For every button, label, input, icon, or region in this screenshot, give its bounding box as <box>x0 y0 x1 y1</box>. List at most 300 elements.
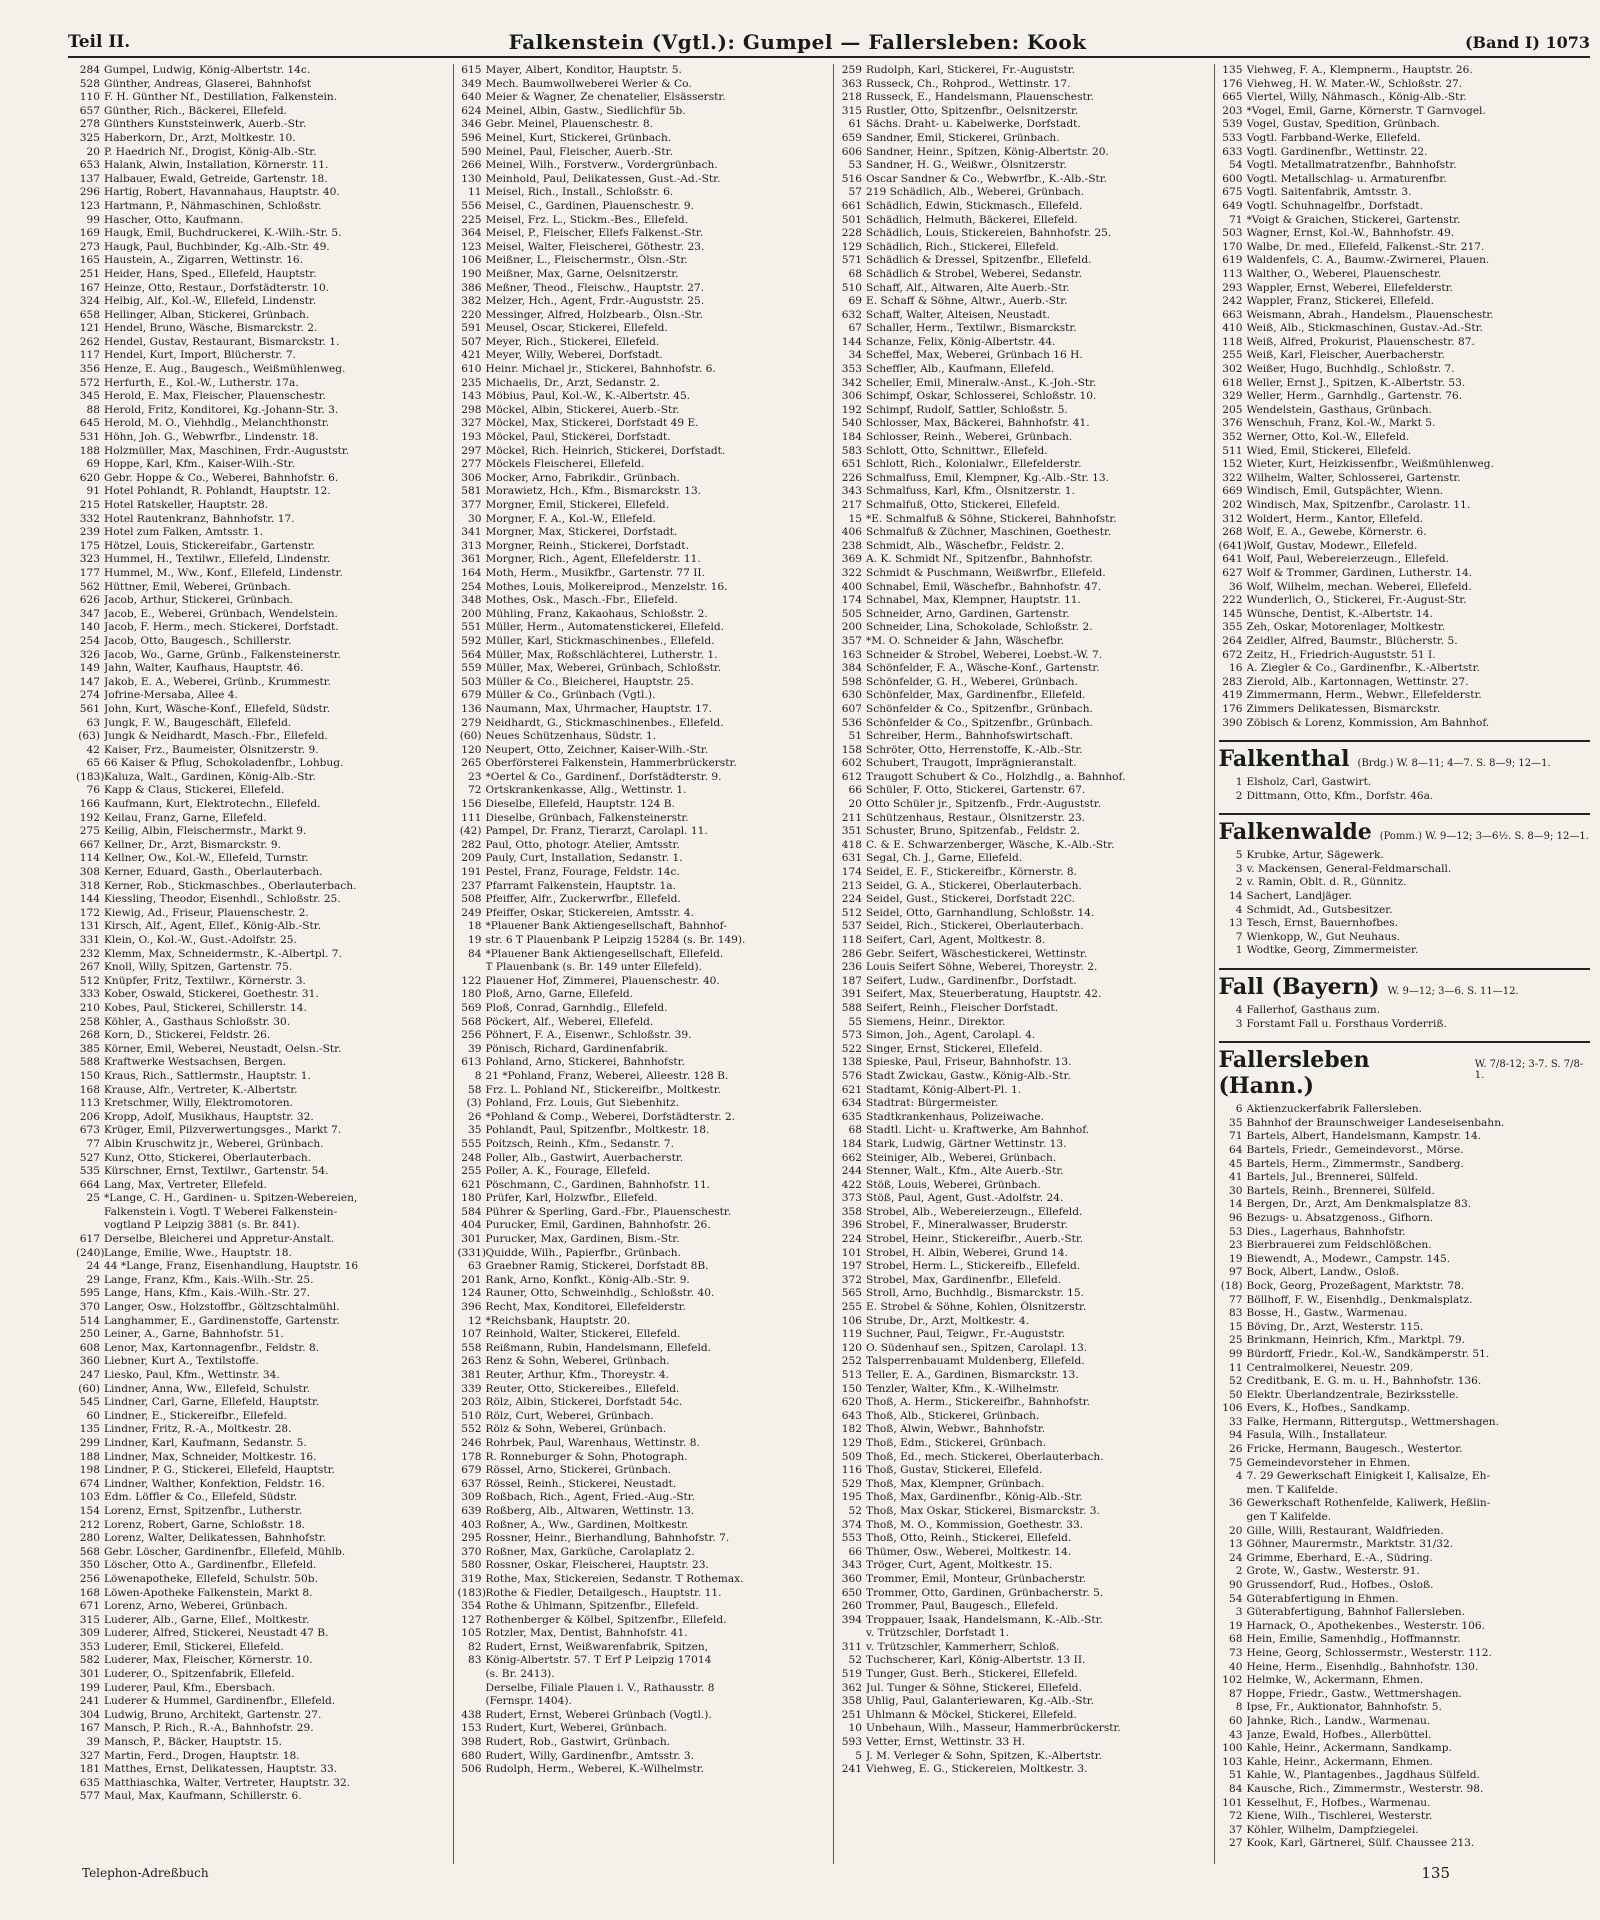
phone-number: 19 <box>1229 1619 1243 1632</box>
directory-entry <box>458 1260 830 1274</box>
directory-entry <box>838 1478 1210 1492</box>
directory-entry <box>1219 917 1591 931</box>
directory-entry <box>838 1451 1210 1465</box>
entry-text: Güterabfertigung, Bahnhof Fallersleben. <box>1246 1606 1465 1619</box>
phone-number: 107 <box>461 1328 482 1341</box>
entry-text: Klein, O., Kol.-W., Gust.-Adolfstr. 25. <box>104 934 297 946</box>
entry-text: Müller, Max, Roßschlächterei, Lutherstr. 1. <box>485 648 718 661</box>
entry-text: Seidel, E. F., Stickereifbr., Körnerstr. 8. <box>866 866 1077 879</box>
phone-number: 1 <box>1235 944 1243 957</box>
entry-text: *Pohland & Comp., Weberei, Dorfstädterstr. 2. <box>485 1110 736 1123</box>
phone-number: 624 <box>461 104 482 117</box>
entry-text: Tesch, Ernst, Bauernhofbes. <box>1246 917 1399 930</box>
phone-number: 297 <box>461 444 482 457</box>
phone-number: 150 <box>841 1382 862 1395</box>
entry-text: Steiniger, Alb., Weberei, Grünbach. <box>866 1151 1057 1164</box>
phone-number: 101 <box>841 1246 862 1259</box>
entry-text: Schlott, Otto, Schnittwr., Ellefeld. <box>866 444 1048 457</box>
entry-text: Körner, Emil, Weberei, Neustadt, Oelsn.-Str. <box>104 1042 342 1055</box>
entry-text: Roßberg, Alb., Altwaren, Wettinstr. 13. <box>485 1504 695 1517</box>
phone-number: 218 <box>841 91 862 104</box>
directory-entry <box>838 349 1210 363</box>
entry-text: Bezugs- u. Absatzgenoss., Gifhorn. <box>1246 1211 1434 1224</box>
phone-number: 301 <box>79 1668 100 1681</box>
directory-entry <box>458 1423 830 1437</box>
directory-entry <box>76 173 449 187</box>
phone-number: 184 <box>841 431 862 444</box>
entry-text: Thoß, A. Herm., Stickereifbr., Bahnhofstr. <box>866 1396 1090 1409</box>
entry-text: Jungk, F. W., Baugeschäft, Ellefeld. <box>104 716 292 729</box>
entry-text: Wenschuh, Franz, Kol.-W., Markt 5. <box>1246 417 1436 430</box>
phone-number: 75 <box>1229 1456 1243 1469</box>
entry-text: str. 6 T Plauenbank P Leipzig 15284 (s. Br. 149). <box>485 934 746 946</box>
directory-entry <box>1219 309 1591 323</box>
phone-number: 325 <box>79 131 100 144</box>
entry-text: Morgner, Reinh., Stickerei, Dorfstadt. <box>485 539 689 552</box>
directory-entry <box>458 377 830 391</box>
directory-entry <box>76 1260 449 1274</box>
directory-entry <box>76 431 449 445</box>
phone-number: 266 <box>461 159 482 172</box>
page-number: 135 <box>1421 1864 1450 1882</box>
directory-entry <box>838 1423 1210 1437</box>
phone-number: 184 <box>841 1137 862 1150</box>
entry-text: Klemm, Max, Schneidermstr., K.-Albertpl. 7. <box>104 947 342 960</box>
phone-number: 84 <box>468 947 482 960</box>
entry-text: Ludwig, Bruno, Architekt, Gartenstr. 27. <box>104 1708 322 1721</box>
entry-text: Göhner, Maurermstr., Marktstr. 31/32. <box>1246 1538 1454 1551</box>
directory-entry <box>458 1695 830 1709</box>
directory-column-2 <box>453 64 834 1864</box>
phone-number: 5 <box>1235 849 1243 862</box>
directory-entry <box>458 214 830 228</box>
phone-number: 137 <box>79 172 100 185</box>
directory-entry <box>76 880 449 894</box>
directory-entry <box>838 377 1210 391</box>
directory-entry <box>1219 776 1591 790</box>
directory-entry <box>76 1043 449 1057</box>
phone-number: 191 <box>461 866 482 879</box>
phone-number: 106 <box>1222 1402 1243 1415</box>
directory-entry <box>76 1301 449 1315</box>
phone-number: 352 <box>1222 431 1243 444</box>
phone-number: 72 <box>1229 1810 1243 1823</box>
directory-entry <box>458 200 830 214</box>
directory-entry <box>458 404 830 418</box>
phone-number: 101 <box>1222 1796 1243 1809</box>
phone-number: 580 <box>461 1559 482 1572</box>
phone-number: 364 <box>461 227 482 240</box>
phone-number: 381 <box>461 1369 482 1381</box>
entry-text: Segal, Ch. J., Garne, Ellefeld. <box>866 852 1023 865</box>
directory-entry <box>76 784 449 798</box>
entry-text: Thoß, Max, Klempner, Grünbach. <box>866 1477 1045 1490</box>
phone-number: 166 <box>79 798 100 811</box>
entry-text: Kapp & Claus, Stickerei, Ellefeld. <box>104 784 285 797</box>
entry-text: Thümer, Osw., Weberei, Moltkestr. 14. <box>866 1545 1072 1558</box>
phone-number: 174 <box>841 594 862 607</box>
phone-number: 358 <box>841 1205 862 1218</box>
entry-text: Poller, A. K., Fourage, Ellefeld. <box>485 1165 651 1178</box>
directory-entry <box>1219 1688 1591 1702</box>
phone-number: 643 <box>841 1409 862 1422</box>
entry-text: *E. Schmalfuß & Söhne, Stickerei, Bahnhofstr. <box>866 512 1117 525</box>
entry-text: Kunz, Otto, Stickerei, Oberlauterbach. <box>104 1151 312 1164</box>
phone-number: 343 <box>841 485 862 498</box>
directory-entry <box>838 1355 1210 1369</box>
entry-text: Schneider & Strobel, Weberei, Loebst.-W. 7. <box>866 648 1103 661</box>
phone-number: 91 <box>86 485 100 498</box>
directory-entry <box>1219 1103 1591 1117</box>
directory-entry <box>76 662 449 676</box>
phone-number: 324 <box>79 295 100 308</box>
phone-number: 659 <box>841 131 862 144</box>
phone-number: 153 <box>461 1722 482 1735</box>
page-header <box>68 28 1590 58</box>
phone-number: 174 <box>841 866 862 879</box>
entry-text: Renz & Sohn, Weberei, Grünbach. <box>485 1355 670 1368</box>
directory-entry <box>76 839 449 853</box>
entry-text: Jofrine-Mersaba, Allee 4. <box>104 689 238 702</box>
directory-entry <box>1219 890 1591 904</box>
entry-text: Quidde, Wilh., Papierfbr., Grünbach. <box>485 1246 681 1259</box>
phone-number: 60 <box>1229 1714 1243 1727</box>
phone-number: 61 <box>848 118 862 131</box>
phone-number: 561 <box>79 702 100 715</box>
directory-entry <box>1219 472 1591 486</box>
directory-entry <box>838 1124 1210 1138</box>
entry-text: Möckel, Rich. Heinrich, Stickerei, Dorfstadt. <box>485 444 726 457</box>
phone-number: 658 <box>79 308 100 321</box>
phone-number: 249 <box>461 906 482 919</box>
directory-entry <box>838 132 1210 146</box>
entry-text: Elektr. Überlandzentrale, Bezirksstelle. <box>1246 1388 1459 1401</box>
directory-entry <box>458 1614 830 1628</box>
entry-text: Schmidt & Puschmann, Weißwrfbr., Ellefeld. <box>866 566 1106 579</box>
entry-text: Holzmüller, Max, Maschinen, Frdr.-Auguststr. <box>104 444 350 457</box>
entry-text: Jacob, Otto, Baugesch., Schillerstr. <box>104 634 292 647</box>
directory-entry <box>838 839 1210 853</box>
directory-entry <box>838 485 1210 499</box>
entry-text: Uhlig, Paul, Galanteriewaren, Kg.-Alb.-Str. <box>866 1695 1094 1708</box>
directory-entry <box>76 526 449 540</box>
phone-number: 64 <box>1229 1144 1243 1156</box>
directory-entry <box>76 132 449 146</box>
entry-text: Matthiaschka, Walter, Vertreter, Hauptstr. 32. <box>104 1776 351 1789</box>
directory-entry <box>458 730 830 744</box>
directory-entry <box>76 975 449 989</box>
entry-text: Möckel, Max, Stickerei, Dorfstadt 49 E. <box>485 417 699 430</box>
directory-entry <box>1219 1158 1591 1172</box>
entry-text: Scheller, Emil, Mineralw.-Anst., K.-Joh.-Str. <box>866 376 1097 389</box>
entry-text: Edm. Löffler & Co., Ellefeld, Südstr. <box>104 1491 298 1504</box>
directory-entry <box>458 146 830 160</box>
entry-text: Lindner, Walther, Konfektion, Feldstr. 16. <box>104 1477 325 1490</box>
entry-text: Rölz, Albin, Stickerei, Dorfstadt 54c. <box>485 1396 683 1409</box>
phone-number: 45 <box>1229 1157 1243 1170</box>
directory-entry <box>76 513 449 527</box>
phone-number: 111 <box>461 811 482 824</box>
directory-entry <box>76 186 449 200</box>
entry-text: Meisel, C., Gardinen, Plauenschestr. 9. <box>485 199 694 212</box>
directory-entry <box>458 771 830 785</box>
entry-text: Reißmann, Rubin, Handelsmann, Ellefeld. <box>485 1341 711 1354</box>
phone-number: 396 <box>841 1219 862 1232</box>
entry-text: Meinel, Wilh., Forstverw., Vordergrünbach. <box>485 159 718 172</box>
entry-text: Windisch, Max, Spitzenfbr., Carolastr. 11. <box>1246 499 1471 511</box>
phone-number: 2 <box>1235 876 1243 889</box>
phone-number: 200 <box>841 621 862 634</box>
phone-number: 358 <box>841 1695 862 1708</box>
entry-text: Stark, Ludwig, Gärtner Wettinstr. 13. <box>866 1137 1067 1150</box>
entry-text: Lorenz, Walter, Delikatessen, Bahnhofstr. <box>104 1532 327 1545</box>
phone-number: 651 <box>841 458 862 471</box>
directory-entry <box>838 1301 1210 1315</box>
phone-number: 210 <box>79 1001 100 1014</box>
entry-text: Schanze, Felix, König-Albertstr. 44. <box>866 335 1056 348</box>
directory-entry <box>458 1124 830 1138</box>
entry-text: E. Strobel & Söhne, Kohlen, Ölsnitzerstr. <box>866 1301 1087 1314</box>
directory-entry <box>1219 1810 1591 1824</box>
phone-number: 118 <box>1222 335 1243 348</box>
entry-text: Dittmann, Otto, Kfm., Dorfstr. 46a. <box>1246 789 1434 802</box>
town-name: Fall (Bayern) <box>1218 974 1380 1001</box>
phone-number: 190 <box>461 267 482 280</box>
directory-entry <box>838 1532 1210 1546</box>
directory-entry <box>838 1016 1210 1030</box>
phone-number: 106 <box>841 1314 862 1327</box>
phone-number: 168 <box>79 1586 100 1599</box>
phone-number: 117 <box>79 349 100 362</box>
phone-number: 123 <box>461 240 482 253</box>
phone-number: 30 <box>1229 1184 1243 1197</box>
entry-text: Langer, Osw., Holzstoffbr., Göltzschtalmühl. <box>104 1301 340 1314</box>
directory-entry <box>1219 662 1591 676</box>
phone-number: 20 <box>86 145 100 158</box>
entry-text: Heider, Hans, Sped., Ellefeld, Hauptstr. <box>104 267 317 280</box>
directory-entry <box>458 798 830 812</box>
directory-entry <box>1219 1226 1591 1240</box>
directory-entry <box>838 1247 1210 1261</box>
directory-entry <box>458 227 830 241</box>
entry-text: Langhammer, E., Gardinenstoffe, Gartenstr. <box>104 1314 340 1327</box>
phone-number: 209 <box>461 852 482 865</box>
entry-text: Müller, Karl, Stickmaschinenbes., Ellefeld. <box>485 634 715 647</box>
phone-number: 679 <box>461 1464 482 1477</box>
office-hours: (Brdg.) W. 8—11; 4—7. S. 8—9; 12—1. <box>1357 758 1551 770</box>
phone-number: 25 <box>86 1192 100 1205</box>
entry-text: Hotel Pohlandt, R. Pohlandt, Hauptstr. 12. <box>104 485 331 498</box>
directory-entry <box>76 1192 449 1206</box>
entry-text: Falke, Hermann, Rittergutsp., Wettmershagen. <box>1246 1415 1499 1428</box>
entry-text: Gumpel, Ludwig, König-Albertstr. 14c. <box>104 64 311 76</box>
directory-entry <box>458 1641 830 1655</box>
entry-text: Heine, Georg, Schlossermstr., Westerstr. 112. <box>1246 1646 1492 1659</box>
phone-number <box>458 1695 486 1709</box>
phone-number: 596 <box>461 131 482 144</box>
entry-text: Schädlich & Dressel, Spitzenfbr., Ellefeld. <box>866 254 1092 267</box>
entry-text: Knüpfer, Fritz, Textilwr., Körnerstr. 3. <box>104 974 306 987</box>
directory-entry <box>76 64 449 78</box>
phone-number: 404 <box>461 1219 482 1232</box>
directory-entry <box>838 553 1210 567</box>
phone-number: (60) <box>459 730 482 743</box>
phone-number: 52 <box>848 1504 862 1517</box>
directory-entry <box>76 254 449 268</box>
phone-number: 54 <box>1229 159 1243 172</box>
phone-number: 353 <box>79 1640 100 1653</box>
directory-entry <box>76 852 449 866</box>
directory-entry <box>1219 1117 1591 1131</box>
directory-entry <box>1219 1769 1591 1783</box>
phone-number: 545 <box>79 1396 100 1409</box>
directory-entry <box>838 1383 1210 1397</box>
entry-text: Bock, Albert, Landw., Osloß. <box>1246 1266 1400 1279</box>
entry-text: Pauly, Curt, Installation, Sedanstr. 1. <box>485 852 683 865</box>
directory-entry <box>838 390 1210 404</box>
phone-number: 176 <box>1222 77 1243 90</box>
phone-number: 613 <box>461 1056 482 1069</box>
directory-entry <box>1219 1674 1591 1688</box>
entry-text: Kerner, Rob., Stickmaschbes., Oberlauterbach. <box>104 879 357 892</box>
directory-entry <box>76 988 449 1002</box>
phone-number: 438 <box>461 1708 482 1721</box>
phone-number: 100 <box>1222 1742 1243 1755</box>
phone-number: 507 <box>461 335 482 348</box>
entry-text: Möbius, Paul, Kol.-W., K.-Albertstr. 45. <box>485 390 691 403</box>
directory-entry <box>838 1627 1210 1641</box>
phone-number: 559 <box>461 662 482 675</box>
entry-text: *Oertel & Co., Gardinenf., Dorfstädterstr. 9. <box>485 770 722 783</box>
phone-number: 663 <box>1222 308 1243 321</box>
entry-text: Jahnke, Rich., Landw., Warmenau. <box>1246 1714 1431 1727</box>
phone-number: 63 <box>86 716 100 729</box>
entry-text: Kretschmer, Willy, Elektromotoren. <box>104 1097 293 1110</box>
phone-number: 129 <box>841 240 862 253</box>
directory-entry <box>76 1315 449 1329</box>
phone-number: 239 <box>79 526 100 539</box>
directory-entry <box>76 1152 449 1166</box>
entry-text: Seidel, G. A., Stickerei, Oberlauterbach. <box>866 879 1082 892</box>
directory-entry <box>76 1532 449 1546</box>
phone-number: 669 <box>1222 485 1243 498</box>
directory-entry <box>76 717 449 731</box>
entry-text: Schädlich, Louis, Stickereien, Bahnhofstr. 25. <box>866 227 1112 240</box>
directory-entry <box>458 920 830 934</box>
entry-text: J. M. Verleger & Sohn, Spitzen, K.-Albertstr. <box>866 1749 1103 1762</box>
phone-number: 170 <box>1222 240 1243 253</box>
phone-number: 177 <box>79 566 100 579</box>
phone-number: 512 <box>841 906 862 919</box>
directory-entry <box>76 214 449 228</box>
directory-entry <box>458 1138 830 1152</box>
directory-entry <box>1219 390 1591 404</box>
entry-text: Kiessling, Theodor, Eisenhdl., Schloßstr. 25. <box>104 893 341 906</box>
phone-number: 181 <box>79 1763 100 1776</box>
directory-entry <box>458 1383 830 1397</box>
phone-number: 5 <box>855 1749 862 1762</box>
entry-text: Keilig, Albin, Fleischermstr., Markt 9. <box>104 825 307 838</box>
directory-entry <box>76 377 449 391</box>
phone-number: 306 <box>461 471 482 484</box>
directory-entry <box>76 1423 449 1437</box>
directory-entry <box>458 1451 830 1465</box>
entry-text: Schädlich, Edwin, Stickmasch., Ellefeld. <box>866 199 1083 212</box>
entry-text: Vogtl. Metallschlag- u. Armaturenfbr. <box>1246 172 1447 185</box>
entry-text: Sächs. Draht- u. Kabelwerke, Dorfstadt. <box>866 118 1081 131</box>
directory-column-1 <box>72 64 453 1864</box>
entry-text: Biewendt, A., Modewr., Campstr. 145. <box>1246 1252 1451 1265</box>
phone-number: 163 <box>841 648 862 661</box>
entry-text: Neupert, Otto, Zeichner, Kaiser-Wilh.-Str. <box>485 743 709 756</box>
entry-text: Lindner, Karl, Kaufmann, Sedanstr. 5. <box>104 1436 307 1449</box>
directory-entry <box>458 676 830 690</box>
directory-entry <box>1219 1756 1591 1770</box>
directory-entry <box>838 662 1210 676</box>
directory-entry <box>458 173 830 187</box>
directory-entry <box>1219 1633 1591 1647</box>
directory-entry <box>76 934 449 948</box>
phone-number: 136 <box>461 702 482 715</box>
entry-text: Rohrbek, Paul, Warenhaus, Wettinstr. 8. <box>485 1436 700 1449</box>
directory-entry <box>838 961 1210 975</box>
phone-number: 254 <box>461 580 482 593</box>
phone-number: 577 <box>79 1790 100 1803</box>
directory-entry <box>838 730 1210 744</box>
entry-text: *Voigt & Graichen, Stickerei, Gartenstr. <box>1246 213 1461 226</box>
entry-text: E. Schaff & Söhne, Altwr., Auerb.-Str. <box>866 295 1068 308</box>
phone-number: 129 <box>841 1436 862 1449</box>
entry-text: Schmalfuß, Otto, Stickerei, Ellefeld. <box>866 499 1061 511</box>
phone-number: 322 <box>841 566 862 579</box>
entry-text: Derselbe, Filiale Plauen i. V., Rathausstr. 8 <box>485 1681 715 1694</box>
directory-entry <box>76 1464 449 1478</box>
phone-number: 222 <box>1222 594 1243 607</box>
phone-number: 213 <box>841 879 862 892</box>
directory-entry <box>458 1491 830 1505</box>
phone-number: 138 <box>841 1056 862 1069</box>
directory-entry <box>76 1070 449 1084</box>
directory-entry <box>76 1124 449 1138</box>
phone-number: (3) <box>466 1097 482 1110</box>
entry-text: v. Mackensen, General-Feldmarschall. <box>1246 862 1452 875</box>
directory-entry <box>76 78 449 92</box>
phone-number: 16 <box>1229 662 1243 675</box>
directory-entry <box>838 717 1210 731</box>
entry-text: Bartels, Reinh., Brennerei, Sülfeld. <box>1246 1184 1435 1197</box>
entry-text: Harnack, O., Apothekenbes., Westerstr. 106. <box>1246 1619 1486 1632</box>
entry-text: Michaelis, Dr., Arzt, Sedanstr. 2. <box>485 376 660 389</box>
phone-number: 215 <box>79 499 100 511</box>
directory-entry <box>76 635 449 649</box>
entry-text: Lang, Max, Vertreter, Ellefeld. <box>104 1178 267 1191</box>
entry-text: Meusel, Oscar, Stickerei, Ellefeld. <box>485 322 668 335</box>
entry-text: Hein, Emilie, Samenhdlg., Hoffmannstr. <box>1246 1633 1461 1646</box>
directory-entry <box>838 567 1210 581</box>
phone-number: 3 <box>1235 862 1243 875</box>
phone-number: 529 <box>841 1477 862 1490</box>
entry-text: Meißner, L., Fleischermstr., Ölsn.-Str. <box>485 254 688 267</box>
directory-entry <box>76 649 449 663</box>
directory-entry <box>838 1043 1210 1057</box>
phone-number: 122 <box>461 974 482 987</box>
entry-text: Weiß, Karl, Fleischer, Auerbacherstr. <box>1246 349 1445 362</box>
directory-entry <box>76 825 449 839</box>
directory-entry <box>458 1600 830 1614</box>
directory-entry <box>76 757 449 771</box>
phone-number: 400 <box>841 580 862 593</box>
entry-text: Neidhardt, G., Stickmaschinenbes., Ellefeld. <box>485 716 724 729</box>
